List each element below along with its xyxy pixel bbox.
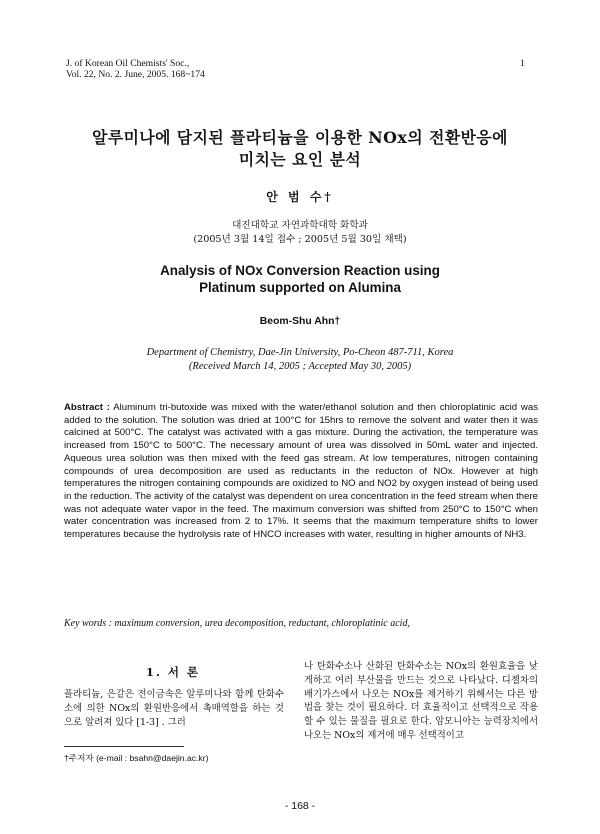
- english-author: Beom-Shu Ahn†: [259, 316, 341, 327]
- corresponding-author-footnote: †주저자 (e-mail : bsahn@daejin.ac.kr): [64, 753, 209, 763]
- english-title-line1: Analysis of NOx Conversion Reaction using: [160, 263, 440, 278]
- english-title-line2: Platinum supported on Alumina: [199, 280, 401, 295]
- journal-line2: Vol. 22, No. 2. June, 2005. 168~174: [66, 69, 205, 80]
- intro-left-column: 플라티늄, 은같은 전이금속은 알루미나와 함께 탄화수소에 의한 NOx의 환원반응에서 촉매역할을 하는 것으로 알려져 있다 [1-3] . 그러: [64, 689, 284, 728]
- section-heading-introduction: 1. 서 론: [145, 665, 201, 679]
- korean-dates: (2005년 3월 14일 접수 ; 2005년 5월 30일 채택): [193, 234, 407, 245]
- korean-affiliation-line1: 대진대학교 자연과학대학 화학과: [232, 220, 368, 231]
- page-number-bottom: - 168 -: [284, 800, 316, 812]
- received-accepted: (Received March 14, 2005 ; Accepted May 30, 2005): [188, 361, 412, 372]
- korean-title: [40, 127, 560, 171]
- korean-author: 안 범 수†: [266, 190, 334, 204]
- korean-title-line1: 알루미나에 담지된 플라티늄을 이용한 NOx의 전환반응에: [92, 128, 508, 147]
- department-line: Department of Chemistry, Dae-Jin University, Po-Cheon 487-711, Korea: [146, 347, 454, 358]
- journal-line1: J. of Korean Oil Chemists' Soc.,: [66, 58, 190, 69]
- page-number-top: 1: [520, 58, 525, 69]
- keywords: Key words : maximum conversion, urea decomposition, reductant, chloroplatinic acid,: [64, 618, 410, 629]
- korean-title-line2: 미치는 요인 분석: [238, 150, 362, 169]
- english-title: [40, 262, 560, 296]
- abstract-label: Abstract :: [64, 402, 110, 413]
- abstract: [64, 402, 538, 542]
- english-department: [0, 346, 600, 374]
- abstract-text: Aluminum tri-butoxide was mixed with the water/ethanol solution and then chloroplatinic acid was added to the solution. The solution was dried at 100°C for 15hrs to remove the solvent and water then it was calcined at 500°C. The catalyst was activated with a gas mixture. During the activation, the temperature was increased from 150°C to 500°C. The necessary amount of urea was dissolved in 50mL water and injected. Aqueous urea solution was then mixed with the feed gas stream. At low temperatures, nitrogen containing compounds of urea decomposition are used as reductants in the reducton of NOx. However at high temperatures the nitrogen containing compounds are oxidized to NO and NO2 by oxygen instead of being used in the reduction. The activity of the catalyst was dependent on urea concentration in the feed stream when there was not adequate water vapor in the feed. The maximum conversion was shifted from 250°C to 150°C when water concentration was increased from 2 to 17%. It seems that the maximum temperature shifts to lower temperatures because the hydrolysis rate of HNCO increases with water, resulting in higher amounts of NH3.: [64, 402, 538, 541]
- footnote-rule: [64, 746, 184, 747]
- korean-affiliation: [0, 219, 600, 247]
- intro-right-column: 나 탄화수소나 산화된 탄화수소는 NOx의 환원효율을 낮게하고 여러 부산물을 만드는 것으로 나타났다. 디젤차의 배기가스에서 나오는 NOx를 제거하기 위해서는 다른 방법을 찾는 것이 필요하다. 더 효율적이고 선택적으로 작용할 수 있는 물질을 필요로 한다. 암모니아는 능력장치에서 나오는 NOx의 제거에 매우 선택적이고: [304, 661, 538, 741]
- journal-citation: [66, 58, 205, 80]
